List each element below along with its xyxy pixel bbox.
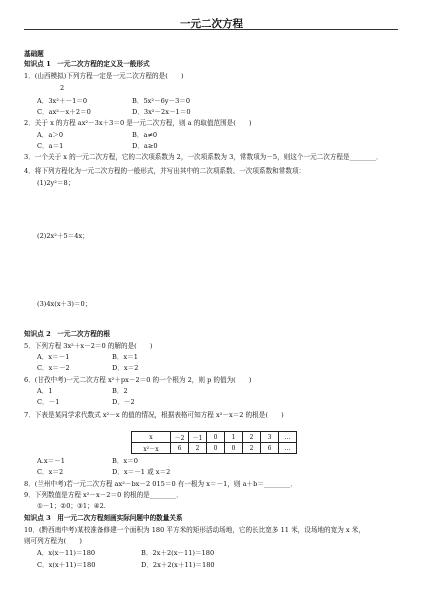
question-5-option-a: A．x＝－1 <box>37 353 70 361</box>
table-header-cell: x²－x <box>132 443 171 454</box>
table-cell: 0 <box>207 432 225 443</box>
question-9-stem: 9．下列数值是方程 x²－x－2＝0 的根的是________． <box>24 491 183 499</box>
table-row <box>132 443 297 454</box>
question-2-option-d: D．a≥0 <box>132 142 158 150</box>
table-cell: 2 <box>189 443 207 454</box>
table-cell: 0 <box>207 443 225 454</box>
question-10-option-d: D．2x＋2(x＋11)＝180 <box>141 561 215 569</box>
question-10-option-a: A．x(x－11)＝180 <box>37 549 96 557</box>
question-2-option-b: B．a≠0 <box>132 131 158 139</box>
table-cell: －2 <box>171 432 189 443</box>
table-cell: … <box>279 443 297 454</box>
question-5-option-c: C．x＝－2 <box>37 364 70 372</box>
question-2-stem: 2．关于 x 的方程 ax²－3x＋3＝0 是一元二次方程，则 a 的取值范围是( ) <box>24 119 252 127</box>
question-10-stem-continued: 则可列方程为( ) <box>24 537 82 545</box>
question-1-option-a: A．3x²＋－1＝0 <box>37 97 88 105</box>
question-7-stem: 7．下表是某同学求代数式 x²－x 的值的情况，根据表格可知方程 x²－x＝2 的根是( ) <box>24 411 284 419</box>
knowledge-point-1-heading: 知识点 1 一元二次方程的定义及一般形式 <box>24 60 150 68</box>
question-10-option-b: B．2x＋2(x－11)＝180 <box>141 549 215 557</box>
question-6-option-d: D．－2 <box>112 398 135 406</box>
table-cell: 6 <box>261 443 279 454</box>
table-cell: －1 <box>189 432 207 443</box>
question-4-part-1: (1)2y²＝8； <box>37 179 75 187</box>
table-header-cell: x <box>132 432 171 443</box>
question-9-options: ①－1；②0；③1；④2. <box>37 502 106 510</box>
table-cell: 0 <box>225 443 243 454</box>
question-5-option-b: B．x＝1 <box>112 353 138 361</box>
question-5-option-d: D．x＝2 <box>112 364 139 372</box>
question-2-option-c: C．a＝1 <box>37 142 64 150</box>
table-cell: 1 <box>225 432 243 443</box>
question-2-option-a: A．a＞0 <box>37 131 64 139</box>
question-10-stem: 10．(黔西南中考)某校准备修建一个面积为 180 平方米的矩形活动场地，它的长比宽多 11 米，设场地的宽为 x 米， <box>24 526 365 534</box>
table-cell: 2 <box>243 432 261 443</box>
question-7-value-table <box>131 431 297 454</box>
knowledge-point-2-heading: 知识点 2 一元二次方程的根 <box>24 330 111 338</box>
question-10-option-c: C．x(x＋11)＝180 <box>37 561 96 569</box>
question-6-option-c: C．－1 <box>37 398 60 406</box>
question-6-stem: 6．(甘孜中考)一元二次方程 x²＋px－2＝0 的一个根为 2，则 p 的值为( ) <box>24 376 252 384</box>
title-rule <box>24 29 398 30</box>
table-cell: 2 <box>243 443 261 454</box>
question-7-option-c: C．x＝2 <box>37 468 64 476</box>
question-3-stem: 3．一个关于 x 的一元二次方程，它的二次项系数为 2，一次项系数为 3，常数项为－5，则这个一元二次方程是________． <box>24 153 383 161</box>
question-4-part-3: (3)4x(x＋3)＝0； <box>37 300 92 308</box>
question-6-option-b: B．2 <box>112 387 128 395</box>
table-cell: … <box>279 432 297 443</box>
question-4-part-2: (2)2x²＋5＝4x； <box>37 232 89 240</box>
question-1-fraction-numerator: 2 <box>60 84 65 92</box>
question-7-option-d: D．x＝－1 或 x＝2 <box>112 468 171 476</box>
question-8-stem: 8．(兰州中考)若一元二次方程 ax²－bx－2 015＝0 有一根为 x＝－1，则 a＋b＝________． <box>24 480 297 488</box>
question-4-stem: 4．将下列方程化为一元二次方程的一般形式，并写出其中的二次项系数、一次项系数和常数项： <box>24 167 306 175</box>
question-6-option-a: A．1 <box>37 387 53 395</box>
knowledge-point-3-heading: 知识点 3 用一元二次方程刻画实际问题中的数量关系 <box>24 514 183 522</box>
table-cell: 6 <box>171 443 189 454</box>
question-1-option-d: D．3x²－2x－1＝0 <box>132 108 191 116</box>
question-1-stem: 1．(山西模拟)下列方程一定是一元二次方程的是( ) <box>24 72 184 80</box>
table-cell: 3 <box>261 432 279 443</box>
table-row <box>132 432 297 443</box>
document-title: 一元二次方程 <box>180 18 243 30</box>
question-7-option-b: B．x＝0 <box>112 457 138 465</box>
question-5-stem: 5．下列方程 3x²＋x－2＝0 的解的是( ) <box>24 342 153 350</box>
section-basic-heading: 基础题 <box>24 50 44 58</box>
question-7-option-a: A.x＝－1 <box>37 457 65 465</box>
question-1-option-b: B．5x²－6y－3＝0 <box>132 97 191 105</box>
question-1-option-c: C．ax²－x＋2＝0 <box>37 108 91 116</box>
